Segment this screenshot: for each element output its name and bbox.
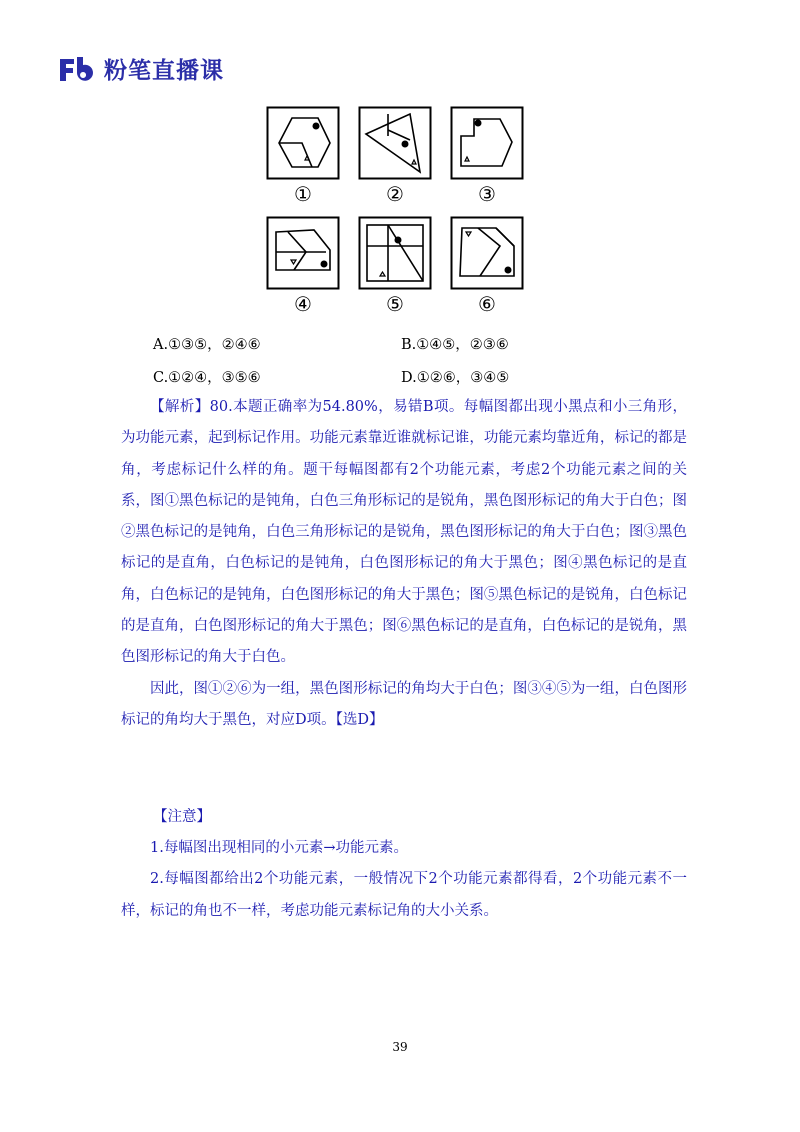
- figure-label-5: ⑤: [386, 292, 404, 316]
- analysis-paragraph-1: 【解析】80.本题正确率为54.80%，易错B项。每幅图都出现小黑点和小三角形，为功能元素，起到标记作用。功能元素靠近谁就标记谁，功能元素均靠近角，标记的都是角，考虑标记什么样的角。题干每幅图都有2个功能元素，考虑2个功能元素之间的关系，图①黑色标记的是钝角，白色三角形标记的是锐角，黑色图形标记的角大于白色；图②黑色标记的是钝角，白色三角形标记的是锐角，黑色图形标记的角大于白色；图③黑色标记的是直角，白色标记的是钝角，白色图形标记的角大于黑色；图④黑色标记的是直角，白色标记的是钝角，白色图形标记的角大于黑色；图⑤黑色标记的是锐角，白色标记的是直角，白色图形标记的角大于黑色；图⑥黑色标记的是直角，白色标记的是锐角，黑色图形标记的角大于白色。: [121, 399, 687, 666]
- figure-3: [450, 106, 524, 180]
- note-item-2: 2.每幅图都给出2个功能元素，一般情况下2个功能元素都得看，2个功能元素不一样，标记的角也不一样，考虑功能元素标记角的大小关系。: [121, 871, 687, 919]
- option-d: D.①②⑥，③④⑤: [401, 370, 510, 386]
- figure-panel: [258, 100, 538, 320]
- figure-label-6: ⑥: [478, 292, 496, 316]
- figure-5: [358, 216, 432, 290]
- figure-label-1: ①: [294, 182, 312, 206]
- figure-4: [266, 216, 340, 290]
- brand-name: 粉笔直播课: [104, 58, 224, 84]
- figure-label-3: ③: [478, 182, 496, 206]
- figure-6: [450, 216, 524, 290]
- page-number: 39: [392, 1040, 408, 1054]
- figure-label-4: ④: [294, 292, 312, 316]
- option-a: A.①③⑤，②④⑥: [153, 337, 261, 353]
- brand-header: [56, 52, 224, 85]
- analysis-paragraph-2: 因此，图①②⑥为一组，黑色图形标记的角均大于白色；图③④⑤为一组，白色图形标记的角均大于黑色，对应D项。【选D】: [121, 680, 687, 728]
- figure-label-2: ②: [386, 182, 404, 206]
- figure-2: [358, 106, 432, 180]
- option-b: B.①④⑤，②③⑥: [401, 337, 509, 353]
- figure-1: [266, 106, 340, 180]
- note-item-1: 1.每幅图出现相同的小元素→功能元素。: [150, 840, 408, 856]
- option-c: C.①②④，③⑤⑥: [153, 370, 261, 386]
- analysis-section: [121, 392, 687, 736]
- note-section: [121, 833, 687, 927]
- note-heading: 【注意】: [153, 809, 211, 825]
- fb-logo-icon: [56, 53, 96, 85]
